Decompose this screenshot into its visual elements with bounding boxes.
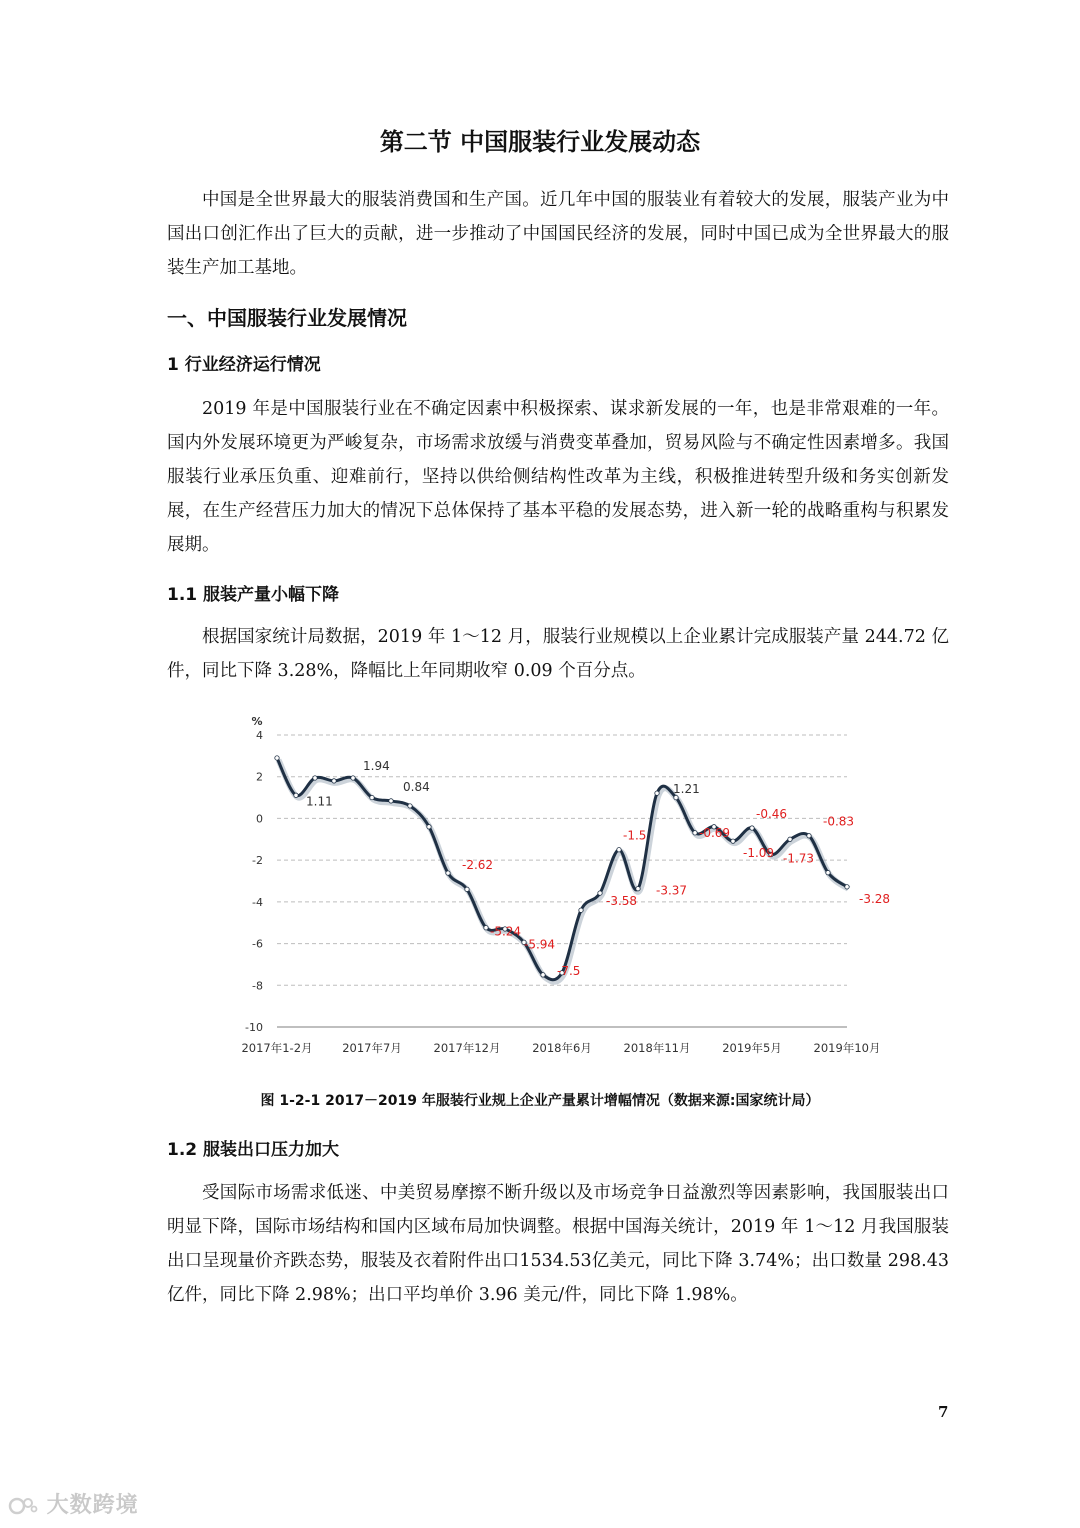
data-point [465, 887, 469, 891]
paragraph-2019-overview: 2019 年是中国服装行业在不确定因素中积极探索、谋求新发展的一年，也是非常艰难的一年。国内外发展环境更为严峻复杂，市场需求放缓与消费变革叠加，贸易风险与不确定性因素增多。我国服装行业承压负重、迎难前行，坚持以供给侧结构性改革为主线，积极推进转型升级和务实创新发展，在生产经营压力加大的情况下总体保持了基本平稳的发展态势，进入新一轮的战略重构与积累发展期。 [167, 399, 949, 555]
data-label: -1.5 [623, 828, 647, 843]
y-axis-unit: % [251, 715, 263, 728]
data-point [693, 831, 697, 835]
watermark [8, 1488, 139, 1519]
watermark-text: 大数跨境 [46, 1493, 139, 1518]
data-point [636, 887, 640, 891]
data-point [408, 804, 412, 808]
data-point [541, 973, 545, 977]
data-point [826, 870, 830, 874]
data-label: 1.11 [306, 794, 333, 809]
data-label: -0.83 [823, 814, 855, 829]
data-point [617, 848, 621, 852]
data-point [389, 799, 393, 803]
data-point [351, 776, 355, 780]
data-point [427, 825, 431, 829]
heading-output-decline: 1.1 服装产量小幅下降 [167, 585, 340, 605]
data-label: -7.5 [557, 963, 581, 978]
data-label: -5.24 [490, 924, 522, 939]
data-point [446, 871, 450, 875]
data-point [750, 826, 754, 830]
y-tick-label: -8 [252, 979, 263, 993]
data-label: -3.37 [656, 883, 688, 898]
data-label: -0.69 [699, 825, 731, 840]
data-point [845, 885, 849, 889]
y-tick-label: 0 [256, 812, 263, 826]
data-point [579, 908, 583, 912]
data-point [294, 793, 298, 797]
data-label: -1.09 [743, 846, 775, 861]
intro-paragraph: 中国是全世界最大的服装消费国和生产国。近几年中国的服装业有着较大的发展，服装产业为中国出口创汇作出了巨大的贡献，进一步推动了中国国民经济的发展，同时中国已成为全世界最大的服装生产加工基地。 [167, 190, 949, 278]
y-tick-label: -2 [252, 854, 263, 868]
data-label: 1.21 [673, 782, 700, 797]
data-point [807, 834, 811, 838]
heading-export-pressure: 1.2 服装出口压力加大 [167, 1140, 340, 1160]
data-label: -3.58 [606, 894, 638, 909]
y-tick-label: -4 [252, 895, 263, 909]
x-tick-label: 2017年7月 [342, 1041, 402, 1055]
page-number: 7 [938, 1403, 949, 1421]
series-line-shadow [279, 760, 849, 982]
data-label: -1.73 [783, 851, 815, 866]
heading-industry-development: 一、中国服装行业发展情况 [167, 306, 407, 330]
data-label: 1.94 [363, 758, 390, 773]
x-tick-label: 2017年1-2月 [241, 1041, 313, 1055]
data-point [313, 776, 317, 780]
data-point [788, 837, 792, 841]
y-tick-label: 2 [256, 770, 263, 784]
x-tick-label: 2019年5月 [722, 1041, 782, 1055]
data-label: -5.94 [524, 937, 556, 952]
data-point [332, 779, 336, 783]
figure-caption: 图 1-2-1 2017－2019 年服装行业规上企业产量累计增幅情况（数据来源:国家统计局） [260, 1093, 820, 1109]
section-title: 第二节 中国服装行业发展动态 [379, 128, 701, 156]
output-growth-chart [222, 708, 891, 1063]
chart-svg [222, 708, 891, 1063]
data-label: -2.62 [462, 858, 494, 873]
data-point [370, 795, 374, 799]
x-tick-label: 2018年11月 [623, 1041, 691, 1055]
data-point [598, 891, 602, 895]
y-tick-label: 4 [256, 729, 263, 742]
y-tick-label: -10 [245, 1021, 263, 1034]
data-label: -3.28 [859, 891, 891, 906]
data-point [484, 926, 488, 930]
data-label: 0.84 [403, 779, 430, 794]
watermark-logo-icon [8, 1495, 38, 1517]
x-tick-label: 2019年10月 [813, 1041, 881, 1055]
data-point [731, 839, 735, 843]
data-point [275, 756, 279, 760]
x-tick-label: 2018年6月 [532, 1041, 592, 1055]
data-point [655, 791, 659, 795]
heading-economic-operation: 1 行业经济运行情况 [167, 355, 321, 375]
paragraph-export: 受国际市场需求低迷、中美贸易摩擦不断升级以及市场竞争日益激烈等因素影响，我国服装出口明显下降，国际市场结构和国内区域布局加快调整。根据中国海关统计，2019 年 1～12 月我国服装出口呈现量价齐跌态势，服装及衣着附件出口1534.53亿美元，同比下降 3.74%；出口数量 298.43 亿件，同比下降 2.98%；出口平均单价 3.96 美元/件，同比下降 1.98%。 [167, 1183, 949, 1305]
y-tick-label: -6 [252, 937, 263, 951]
data-label: -0.46 [756, 807, 788, 822]
paragraph-output: 根据国家统计局数据，2019 年 1～12 月，服装行业规模以上企业累计完成服装产量 244.72 亿件，同比下降 3.28%，降幅比上年同期收窄 0.09 个百分点。 [167, 627, 949, 681]
x-tick-label: 2017年12月 [433, 1041, 501, 1055]
